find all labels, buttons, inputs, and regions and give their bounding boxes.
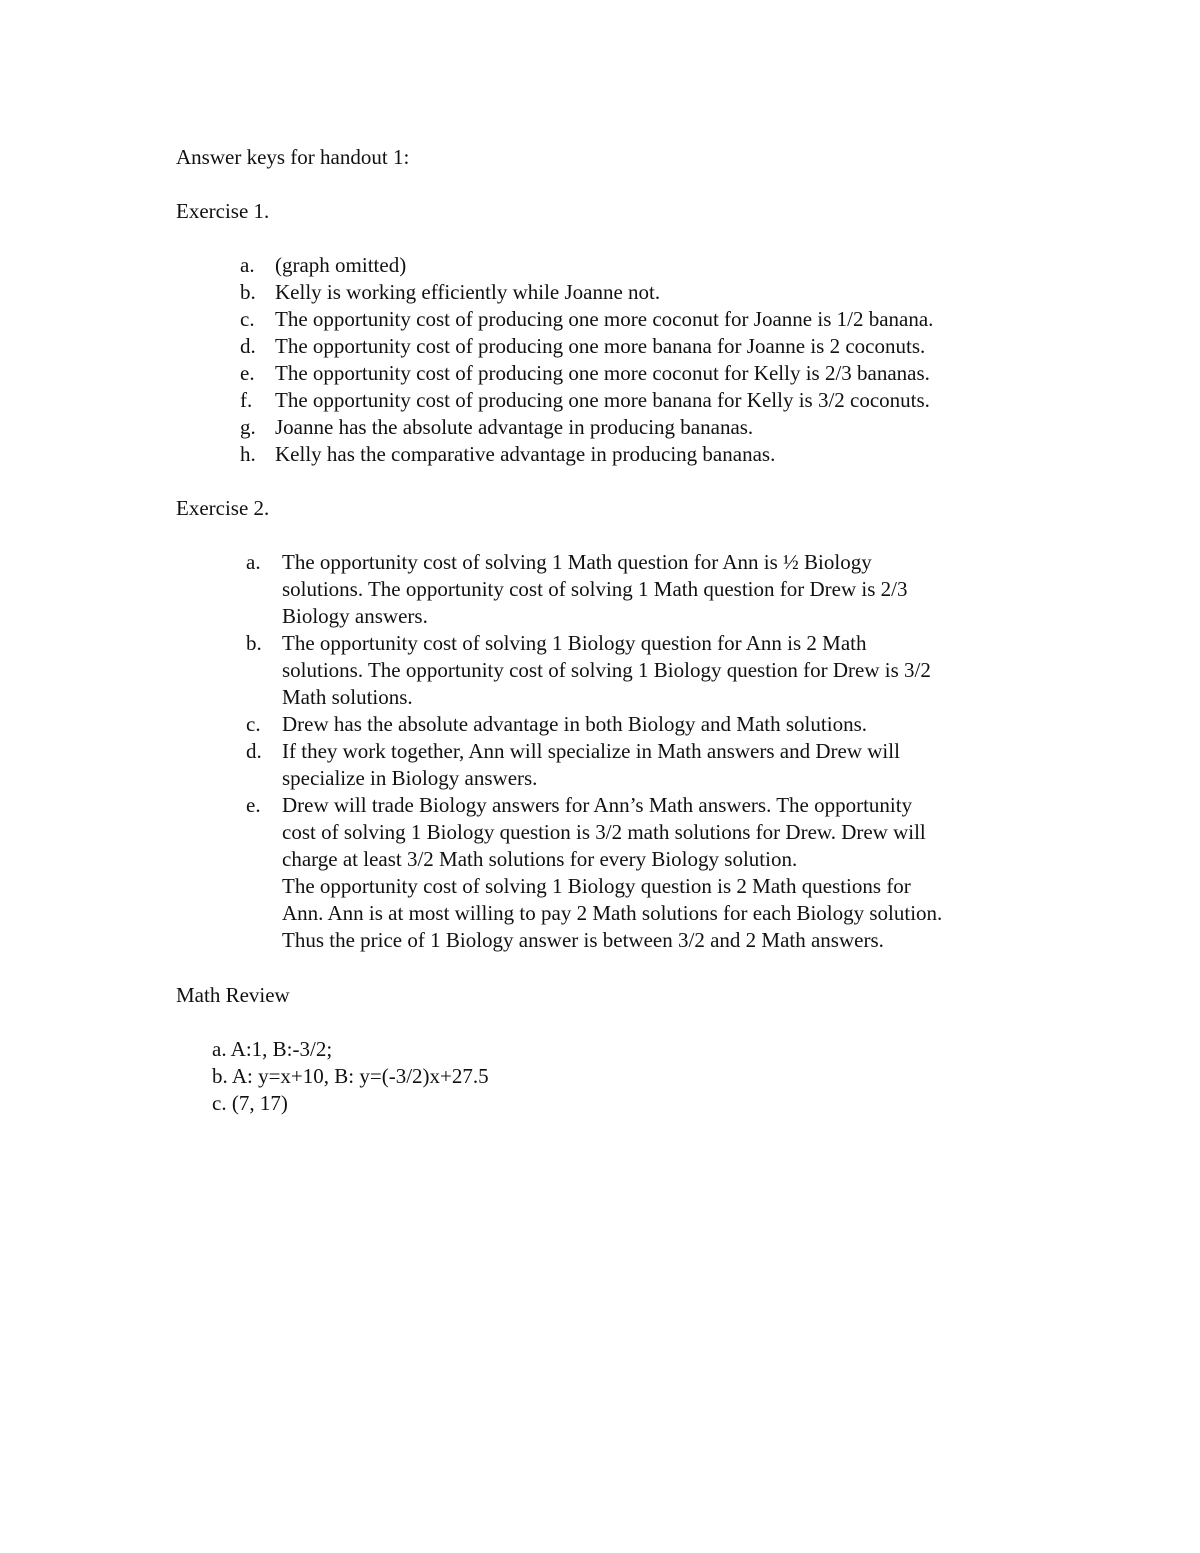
list-item-text [282, 549, 1042, 630]
exercise2-heading: Exercise 2. [176, 496, 270, 520]
text-line: Ann. Ann is at most willing to pay 2 Math solutions for each Biology solution. [282, 901, 943, 925]
document-title: Answer keys for handout 1: [176, 145, 410, 169]
text-line: Math solutions. [282, 685, 413, 709]
list-marker: h. [240, 442, 256, 466]
list-marker: d. [240, 334, 256, 358]
list-item-text: Kelly is working efficiently while Joanne not. [275, 280, 661, 304]
list-marker: g. [240, 415, 256, 439]
list-item-text: (graph omitted) [275, 253, 407, 277]
text-line: specialize in Biology answers. [282, 766, 538, 790]
text-line: The opportunity cost of solving 1 Math question for Ann is ½ Biology [282, 550, 872, 574]
list-item-text: Kelly has the comparative advantage in producing bananas. [275, 442, 776, 466]
text-line: Drew has the absolute advantage in both Biology and Math solutions. [282, 712, 867, 736]
list-item: a. A:1, B:-3/2; [212, 1037, 333, 1061]
list-marker: a. [240, 253, 255, 277]
text-line: Drew will trade Biology answers for Ann’s Math answers. The opportunity [282, 793, 913, 817]
list-marker: f. [240, 388, 253, 412]
text-line: cost of solving 1 Biology question is 3/2 math solutions for Drew. Drew will [282, 820, 926, 844]
list-marker: b. [240, 280, 256, 304]
text-line: Thus the price of 1 Biology answer is between 3/2 and 2 Math answers. [282, 928, 884, 952]
list-item: b. A: y=x+10, B: y=(-3/2)x+27.5 [212, 1064, 489, 1088]
list-item-text: The opportunity cost of producing one more coconut for Kelly is 2/3 bananas. [275, 361, 930, 385]
list-item: c. (7, 17) [212, 1091, 288, 1115]
text-line: Biology answers. [282, 604, 428, 628]
list-item-text: The opportunity cost of producing one more banana for Kelly is 3/2 coconuts. [275, 388, 930, 412]
text-line: The opportunity cost of solving 1 Biology question for Ann is 2 Math [282, 631, 867, 655]
math-review-heading: Math Review [176, 983, 290, 1007]
text-line: charge at least 3/2 Math solutions for every Biology solution. [282, 847, 798, 871]
list-item-text [282, 630, 1042, 711]
list-item-text [282, 792, 1042, 954]
list-item-text: The opportunity cost of producing one more banana for Joanne is 2 coconuts. [275, 334, 926, 358]
list-marker: d. [246, 739, 262, 763]
list-item-text [282, 711, 1042, 738]
text-line: solutions. The opportunity cost of solving 1 Math question for Drew is 2/3 [282, 577, 908, 601]
list-marker: c. [240, 307, 255, 331]
list-marker: a. [246, 550, 261, 574]
list-item-text [282, 738, 1042, 792]
text-line: If they work together, Ann will specialize in Math answers and Drew will [282, 739, 900, 763]
list-marker: b. [246, 631, 262, 655]
list-item-text: Joanne has the absolute advantage in producing bananas. [275, 415, 754, 439]
list-marker: e. [246, 793, 261, 817]
text-line: solutions. The opportunity cost of solving 1 Biology question for Drew is 3/2 [282, 658, 931, 682]
list-marker: c. [246, 712, 261, 736]
exercise1-heading: Exercise 1. [176, 199, 270, 223]
list-item-text: The opportunity cost of producing one more coconut for Joanne is 1/2 banana. [275, 307, 934, 331]
list-marker: e. [240, 361, 255, 385]
text-line: The opportunity cost of solving 1 Biology question is 2 Math questions for [282, 874, 911, 898]
